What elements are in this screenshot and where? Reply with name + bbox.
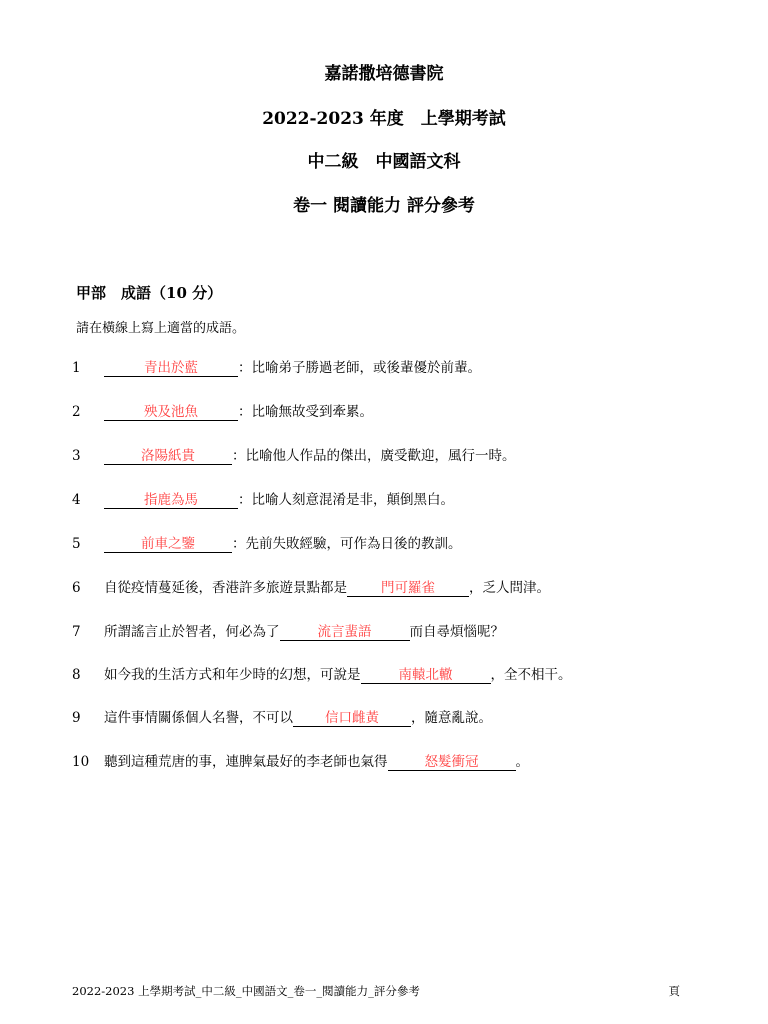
question-text-before: 這件事情關係個人名譽，不可以 <box>104 710 293 726</box>
question-text-after: ：比喻他人作品的傑出，廣受歡迎，風行一時。 <box>232 448 516 464</box>
question-number: 8 <box>72 667 81 683</box>
question-text-after: ，乏人問津。 <box>469 580 550 596</box>
section-title: 甲部 成語（10 分） <box>76 284 223 302</box>
question-text-after: ：比喻弟子勝過老師，或後輩優於前輩。 <box>238 360 481 376</box>
answer-blank: 南轅北轍 <box>361 667 491 684</box>
question-number: 6 <box>72 580 81 596</box>
answer-blank: 信口雌黃 <box>293 710 411 727</box>
question-text-before: 自從疫情蔓延後，香港許多旅遊景點都是 <box>104 580 347 596</box>
answer-blank: 怒髮衝冠 <box>388 754 516 771</box>
question-item <box>72 402 752 422</box>
question-item <box>72 665 752 685</box>
question-number: 2 <box>72 404 81 420</box>
footer-text: 2022-2023 上學期考試_中二級_中國語文_卷一_閱讀能力_評分參考 <box>72 984 420 998</box>
question-number: 4 <box>72 492 81 508</box>
page-footer <box>72 983 680 999</box>
question-text-after: 而自尋煩惱呢？ <box>409 624 504 640</box>
school-name: 嘉諾撒培德書院 <box>324 64 444 84</box>
question-text-before: 聽到這種荒唐的事，連脾氣最好的李老師也氣得 <box>104 754 388 770</box>
question-item <box>72 446 752 466</box>
paper-title: 卷一 閱讀能力 評分參考 <box>293 196 475 216</box>
question-item <box>72 708 752 728</box>
question-number: 1 <box>72 360 81 376</box>
question-text-after: ：比喻無故受到牽累。 <box>238 404 373 420</box>
question-item <box>72 622 752 642</box>
question-item <box>72 534 752 554</box>
question-text-after: ：先前失敗經驗，可作為日後的教訓。 <box>232 536 462 552</box>
answer-blank: 洛陽紙貴 <box>104 448 232 465</box>
question-text-before: 所謂謠言止於智者，何必為了 <box>104 624 280 640</box>
question-number: 3 <box>72 448 81 464</box>
answer-blank: 殃及池魚 <box>104 404 238 421</box>
answer-blank: 指鹿為馬 <box>104 492 238 509</box>
question-text-before: 如今我的生活方式和年少時的幻想，可說是 <box>104 667 361 683</box>
answer-blank: 流言蜚語 <box>280 624 410 641</box>
question-item <box>72 752 752 772</box>
question-item <box>72 578 752 598</box>
question-number: 9 <box>72 710 81 726</box>
question-number: 7 <box>72 624 81 640</box>
question-item <box>72 358 752 378</box>
question-text-after: ：比喻人刻意混淆是非，顛倒黑白。 <box>238 492 454 508</box>
question-item <box>72 490 752 510</box>
question-text-after: 。 <box>515 754 529 770</box>
answer-blank: 前車之鑒 <box>104 536 232 553</box>
footer-page-label: 頁 <box>668 984 680 998</box>
answer-blank: 青出於藍 <box>104 360 238 377</box>
instruction-text: 請在橫線上寫上適當的成語。 <box>76 321 246 336</box>
answer-blank: 門可羅雀 <box>347 580 469 597</box>
question-text-after: ，全不相干。 <box>490 667 572 683</box>
question-number: 5 <box>72 536 81 552</box>
question-text-after: ，隨意亂說。 <box>411 710 492 726</box>
question-number: 10 <box>72 754 90 770</box>
subject-title: 中二級 中國語文科 <box>307 152 461 172</box>
exam-title: 2022-2023 年度 上學期考試 <box>262 109 506 129</box>
